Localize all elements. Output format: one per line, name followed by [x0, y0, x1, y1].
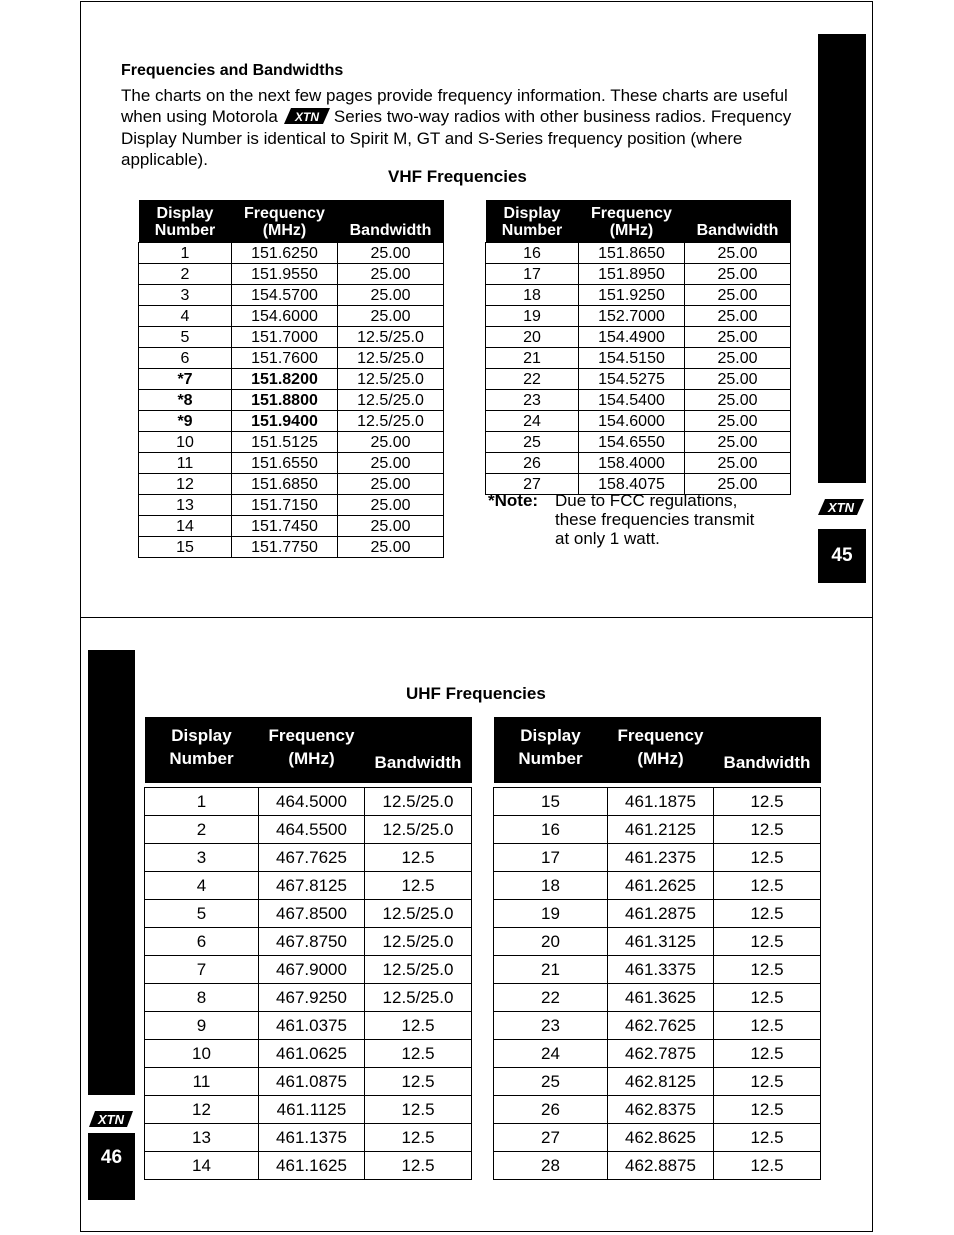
table-row: [494, 1040, 821, 1068]
frequency-cell: 462.8125: [608, 1068, 714, 1096]
table-row: [139, 327, 444, 348]
display-number-cell: 27: [486, 474, 579, 495]
display-number-cell: 22: [494, 984, 608, 1012]
intro-paragraph: [121, 86, 811, 170]
bandwidth-cell: 12.5/25.0: [365, 788, 472, 816]
table-row: [145, 1012, 472, 1040]
table-row: [139, 516, 444, 537]
table-row: [486, 264, 791, 285]
frequency-cell: 467.9000: [259, 956, 365, 984]
table-row: [486, 348, 791, 369]
display-number-cell: 4: [145, 872, 259, 900]
display-number-cell: 2: [139, 264, 232, 285]
frequency-cell: 158.4075: [579, 474, 685, 495]
display-number-cell: 10: [139, 432, 232, 453]
display-number-cell: 9: [145, 1012, 259, 1040]
bandwidth-cell: 12.5/25.0: [338, 369, 444, 390]
display-number-cell: 25: [486, 432, 579, 453]
table-row: [494, 872, 821, 900]
display-number-cell: 24: [486, 411, 579, 432]
table-row: [145, 928, 472, 956]
display-number-cell: 21: [486, 348, 579, 369]
display-number-cell: 27: [494, 1124, 608, 1152]
frequency-cell: 151.8200: [232, 369, 338, 390]
bandwidth-cell: 12.5/25.0: [365, 900, 472, 928]
bandwidth-cell: 25.00: [685, 369, 791, 390]
table-row: [145, 1152, 472, 1180]
display-number-cell: 23: [494, 1012, 608, 1040]
bandwidth-cell: 25.00: [685, 348, 791, 369]
table-row: [494, 928, 821, 956]
table-row: [494, 984, 821, 1012]
frequency-cell: 151.6850: [232, 474, 338, 495]
bandwidth-cell: 25.00: [685, 474, 791, 495]
chapter-tab-bar-left: [88, 650, 135, 1095]
display-number-cell: 11: [145, 1068, 259, 1096]
col-header-frequency: Frequency (MHz): [579, 200, 685, 243]
table-row: [145, 1096, 472, 1124]
bandwidth-cell: 25.00: [338, 474, 444, 495]
table-row: [494, 900, 821, 928]
frequency-cell: 152.7000: [579, 306, 685, 327]
frequency-cell: 467.9250: [259, 984, 365, 1012]
intro-text-1: The charts on the next few pages provide frequency information. These charts are useful when using Motorola: [121, 86, 788, 126]
frequency-cell: 464.5000: [259, 788, 365, 816]
vhf-title: VHF Frequencies: [388, 167, 527, 186]
display-number-cell: 15: [139, 537, 232, 558]
fcc-note-text: [555, 491, 815, 548]
frequency-cell: 154.6000: [232, 306, 338, 327]
frequency-cell: 467.8750: [259, 928, 365, 956]
note-line: these frequencies transmit: [555, 510, 755, 529]
frequency-cell: 151.9550: [232, 264, 338, 285]
frequency-cell: 151.7600: [232, 348, 338, 369]
page-number-46: 46: [88, 1133, 135, 1200]
display-number-cell: 24: [494, 1040, 608, 1068]
bandwidth-cell: 25.00: [338, 306, 444, 327]
table-row: [139, 264, 444, 285]
table-row: [486, 327, 791, 348]
display-number-cell: 17: [486, 264, 579, 285]
bandwidth-cell: 25.00: [338, 537, 444, 558]
bandwidth-cell: 25.00: [338, 495, 444, 516]
display-number-cell: 21: [494, 956, 608, 984]
display-number-cell: 23: [486, 390, 579, 411]
uhf-title: UHF Frequencies: [406, 684, 546, 703]
frequency-cell: 158.4000: [579, 453, 685, 474]
bandwidth-cell: 12.5/25.0: [338, 411, 444, 432]
frequency-cell: 151.6250: [232, 243, 338, 264]
bandwidth-cell: 12.5: [365, 872, 472, 900]
display-number-cell: 10: [145, 1040, 259, 1068]
table-row: [139, 348, 444, 369]
bandwidth-cell: 12.5: [714, 816, 821, 844]
table-row: [139, 369, 444, 390]
table-row: [486, 432, 791, 453]
display-number-cell: 4: [139, 306, 232, 327]
col-header-bandwidth: Bandwidth: [338, 200, 444, 243]
table-row: [145, 816, 472, 844]
frequency-cell: 151.7750: [232, 537, 338, 558]
uhf-table-right: [493, 717, 821, 1180]
display-number-cell: 5: [145, 900, 259, 928]
table-row: [494, 1068, 821, 1096]
page-number-45: 45: [818, 529, 866, 583]
bandwidth-cell: 12.5: [365, 1124, 472, 1152]
frequency-cell: 467.7625: [259, 844, 365, 872]
frequency-cell: 154.6000: [579, 411, 685, 432]
bandwidth-cell: 12.5: [365, 844, 472, 872]
bandwidth-cell: 25.00: [338, 432, 444, 453]
frequency-cell: 154.4900: [579, 327, 685, 348]
bandwidth-cell: 25.00: [338, 243, 444, 264]
display-number-cell: 3: [139, 285, 232, 306]
bandwidth-cell: 12.5: [714, 1152, 821, 1180]
table-row: [145, 844, 472, 872]
xtn-logo-icon: [817, 498, 865, 521]
vhf-table-right: [485, 200, 791, 495]
table-row: [145, 788, 472, 816]
frequency-cell: 467.8500: [259, 900, 365, 928]
frequency-cell: 154.5275: [579, 369, 685, 390]
display-number-cell: 1: [139, 243, 232, 264]
col-header-bandwidth: Bandwidth: [365, 717, 472, 783]
frequency-cell: 461.1875: [608, 788, 714, 816]
xtn-logo-text: XTN: [98, 1112, 124, 1127]
xtn-logo-text: XTN: [828, 500, 854, 515]
table-row: [494, 788, 821, 816]
frequency-cell: 461.0375: [259, 1012, 365, 1040]
table-row: [486, 285, 791, 306]
frequency-cell: 151.8950: [579, 264, 685, 285]
table-row: [139, 537, 444, 558]
intro-text-2: Series two-way radios with other business radios. Frequency Display Number is identical to Spirit M, GT and S-Series frequency position (where applicable).: [121, 106, 792, 169]
display-number-cell: 12: [139, 474, 232, 495]
table-row: [139, 306, 444, 327]
frequency-cell: 151.6550: [232, 453, 338, 474]
frequency-cell: 154.5400: [579, 390, 685, 411]
bandwidth-cell: 12.5: [714, 788, 821, 816]
bandwidth-cell: 12.5: [365, 1040, 472, 1068]
xtn-logo-text: XTN: [294, 109, 319, 124]
frequency-cell: 151.9250: [579, 285, 685, 306]
table-row: [139, 474, 444, 495]
table-row: [494, 1152, 821, 1180]
display-number-cell: 22: [486, 369, 579, 390]
table-row: [145, 872, 472, 900]
bandwidth-cell: 25.00: [685, 411, 791, 432]
display-number-cell: 28: [494, 1152, 608, 1180]
table-row: [145, 984, 472, 1012]
fcc-note-label: *Note:: [488, 491, 539, 510]
col-header-display: Display Number: [494, 717, 608, 783]
bandwidth-cell: 12.5: [714, 1124, 821, 1152]
frequency-cell: 462.8375: [608, 1096, 714, 1124]
display-number-cell: 19: [486, 306, 579, 327]
bandwidth-cell: 12.5/25.0: [338, 348, 444, 369]
page-divider: [80, 617, 873, 618]
table-row: [139, 432, 444, 453]
display-number-cell: 6: [139, 348, 232, 369]
table-row: [145, 1040, 472, 1068]
bandwidth-cell: 12.5: [714, 956, 821, 984]
display-number-cell: 11: [139, 453, 232, 474]
vhf-table-left: [138, 200, 444, 558]
table-row: [486, 369, 791, 390]
display-number-cell: *8: [139, 390, 232, 411]
display-number-cell: 1: [145, 788, 259, 816]
uhf-table-left: [144, 717, 472, 1180]
frequency-cell: 464.5500: [259, 816, 365, 844]
display-number-cell: 14: [139, 516, 232, 537]
bandwidth-cell: 12.5: [714, 872, 821, 900]
table-row: [486, 243, 791, 264]
frequency-cell: 461.1625: [259, 1152, 365, 1180]
frequency-cell: 154.5150: [579, 348, 685, 369]
bandwidth-cell: 25.00: [685, 243, 791, 264]
frequency-cell: 467.8125: [259, 872, 365, 900]
table-row: [494, 956, 821, 984]
display-number-cell: 17: [494, 844, 608, 872]
frequency-cell: 461.0875: [259, 1068, 365, 1096]
bandwidth-cell: 12.5: [365, 1096, 472, 1124]
frequency-cell: 462.7625: [608, 1012, 714, 1040]
col-header-frequency: Frequency (MHz): [608, 717, 714, 783]
table-row: [139, 411, 444, 432]
col-header-display: Display Number: [486, 200, 579, 243]
display-number-cell: 18: [486, 285, 579, 306]
bandwidth-cell: 25.00: [685, 432, 791, 453]
bandwidth-cell: 12.5: [365, 1012, 472, 1040]
table-row: [494, 816, 821, 844]
col-header-bandwidth: Bandwidth: [714, 717, 821, 783]
frequency-cell: 461.3375: [608, 956, 714, 984]
display-number-cell: 13: [139, 495, 232, 516]
col-header-display: Display Number: [145, 717, 259, 783]
frequency-cell: 461.2875: [608, 900, 714, 928]
bandwidth-cell: 12.5: [714, 1096, 821, 1124]
table-row: [139, 390, 444, 411]
table-row: [494, 1124, 821, 1152]
frequency-cell: 461.2375: [608, 844, 714, 872]
display-number-cell: 18: [494, 872, 608, 900]
bandwidth-cell: 12.5: [714, 1040, 821, 1068]
display-number-cell: *9: [139, 411, 232, 432]
display-number-cell: 26: [494, 1096, 608, 1124]
display-number-cell: 15: [494, 788, 608, 816]
display-number-cell: 26: [486, 453, 579, 474]
table-row: [486, 390, 791, 411]
display-number-cell: 13: [145, 1124, 259, 1152]
table-row: [145, 1124, 472, 1152]
bandwidth-cell: 12.5/25.0: [365, 928, 472, 956]
note-line: Due to FCC regulations,: [555, 491, 738, 510]
table-row: [145, 900, 472, 928]
frequency-cell: 151.8650: [579, 243, 685, 264]
bandwidth-cell: 12.5/25.0: [365, 816, 472, 844]
frequency-cell: 151.7000: [232, 327, 338, 348]
table-row: [494, 1012, 821, 1040]
display-number-cell: 2: [145, 816, 259, 844]
bandwidth-cell: 12.5: [365, 1068, 472, 1096]
bandwidth-cell: 12.5/25.0: [338, 390, 444, 411]
display-number-cell: 5: [139, 327, 232, 348]
table-row: [139, 495, 444, 516]
table-row: [139, 453, 444, 474]
col-header-frequency: Frequency (MHz): [232, 200, 338, 243]
display-number-cell: 6: [145, 928, 259, 956]
frequency-cell: 462.8875: [608, 1152, 714, 1180]
bandwidth-cell: 25.00: [685, 453, 791, 474]
bandwidth-cell: 25.00: [685, 306, 791, 327]
bandwidth-cell: 25.00: [685, 285, 791, 306]
bandwidth-cell: 12.5/25.0: [338, 327, 444, 348]
frequency-cell: 151.7450: [232, 516, 338, 537]
frequency-cell: 461.1375: [259, 1124, 365, 1152]
col-header-frequency: Frequency (MHz): [259, 717, 365, 783]
frequency-cell: 151.9400: [232, 411, 338, 432]
frequency-cell: 461.3125: [608, 928, 714, 956]
bandwidth-cell: 12.5/25.0: [365, 984, 472, 1012]
xtn-logo-icon: [88, 1110, 134, 1133]
bandwidth-cell: 25.00: [338, 453, 444, 474]
display-number-cell: *7: [139, 369, 232, 390]
frequency-cell: 151.5125: [232, 432, 338, 453]
display-number-cell: 3: [145, 844, 259, 872]
table-row: [486, 411, 791, 432]
frequency-cell: 462.8625: [608, 1124, 714, 1152]
table-row: [145, 956, 472, 984]
display-number-cell: 8: [145, 984, 259, 1012]
xtn-logo-icon: [284, 108, 330, 130]
note-line: at only 1 watt.: [555, 529, 660, 548]
frequency-cell: 461.3625: [608, 984, 714, 1012]
display-number-cell: 25: [494, 1068, 608, 1096]
frequency-cell: 154.6550: [579, 432, 685, 453]
frequency-cell: 461.1125: [259, 1096, 365, 1124]
col-header-bandwidth: Bandwidth: [685, 200, 791, 243]
display-number-cell: 12: [145, 1096, 259, 1124]
bandwidth-cell: 25.00: [338, 285, 444, 306]
bandwidth-cell: 12.5: [714, 1068, 821, 1096]
table-row: [145, 1068, 472, 1096]
table-row: [486, 306, 791, 327]
bandwidth-cell: 12.5: [714, 928, 821, 956]
bandwidth-cell: 25.00: [685, 264, 791, 285]
section-heading: Frequencies and Bandwidths: [121, 62, 344, 79]
table-row: [486, 453, 791, 474]
display-number-cell: 19: [494, 900, 608, 928]
display-number-cell: 7: [145, 956, 259, 984]
display-number-cell: 16: [486, 243, 579, 264]
frequency-cell: 461.2125: [608, 816, 714, 844]
bandwidth-cell: 12.5: [714, 900, 821, 928]
bandwidth-cell: 12.5: [714, 984, 821, 1012]
table-row: [139, 243, 444, 264]
bandwidth-cell: 12.5: [714, 844, 821, 872]
display-number-cell: 16: [494, 816, 608, 844]
frequency-cell: 151.8800: [232, 390, 338, 411]
bandwidth-cell: 25.00: [685, 390, 791, 411]
frequency-cell: 151.7150: [232, 495, 338, 516]
bandwidth-cell: 12.5: [365, 1152, 472, 1180]
table-row: [494, 844, 821, 872]
frequency-cell: 461.2625: [608, 872, 714, 900]
col-header-display: Display Number: [139, 200, 232, 243]
frequency-cell: 462.7875: [608, 1040, 714, 1068]
bandwidth-cell: 25.00: [338, 516, 444, 537]
bandwidth-cell: 12.5: [714, 1012, 821, 1040]
bandwidth-cell: 25.00: [685, 327, 791, 348]
frequency-cell: 461.0625: [259, 1040, 365, 1068]
bandwidth-cell: 12.5/25.0: [365, 956, 472, 984]
chapter-tab-bar-right: [818, 34, 866, 483]
bandwidth-cell: 25.00: [338, 264, 444, 285]
frequency-cell: 154.5700: [232, 285, 338, 306]
display-number-cell: 20: [494, 928, 608, 956]
display-number-cell: 20: [486, 327, 579, 348]
table-row: [494, 1096, 821, 1124]
table-row: [139, 285, 444, 306]
display-number-cell: 14: [145, 1152, 259, 1180]
